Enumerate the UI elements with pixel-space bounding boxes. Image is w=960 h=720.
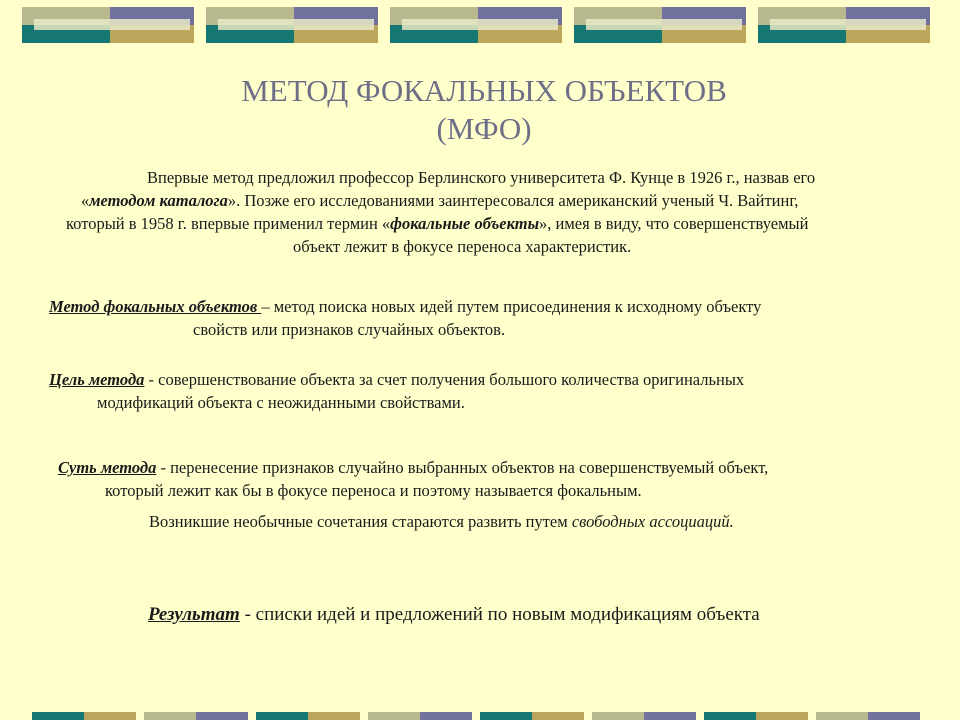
result-line: Результат - списки идей и предложений по новым модификациям объекта — [148, 604, 760, 625]
decor-bottom-tile — [368, 712, 472, 720]
definition-line-2: свойств или признаков случайных объектов. — [193, 320, 506, 339]
page-title: МЕТОД ФОКАЛЬНЫХ ОБЪЕКТОВ — [241, 73, 727, 108]
essence-line-1: Суть метода - перенесение признаков случайно выбранных объектов на совершенствуемый объект, — [58, 458, 769, 477]
intro-line-2: «методом каталога». Позже его исследованиями заинтересовался американский ученый Ч. Вайтинг, — [81, 191, 799, 210]
essence-term: Суть метода — [58, 458, 157, 477]
decor-bottom-tile — [592, 712, 696, 720]
term-catalog-method: методом каталога — [89, 191, 228, 210]
result-term: Результат — [148, 604, 240, 625]
decor-bottom-tile — [704, 712, 808, 720]
decor-bottom-tile — [480, 712, 584, 720]
decor-bottom-tile — [816, 712, 920, 720]
decor-tile — [758, 7, 930, 43]
term-free-associations: свободных ассоциаций. — [571, 512, 734, 531]
page-subtitle: (МФО) — [436, 111, 532, 146]
term-focal-objects: фокальные объекты — [390, 214, 540, 233]
definition-term: Метод фокальных объектов — [49, 297, 262, 316]
goal-term: Цель метода — [49, 370, 145, 389]
goal-line-2: модификаций объекта с неожиданными свойствами. — [97, 393, 465, 412]
decor-tile — [206, 7, 378, 43]
essence-line-2: который лежит как бы в фокусе переноса и поэтому называется фокальным. — [105, 481, 642, 500]
decor-bottom-tile — [144, 712, 248, 720]
decor-bottom-tile — [256, 712, 360, 720]
intro-line-4: объект лежит в фокусе переноса характеристик. — [293, 237, 632, 256]
decor-tile — [390, 7, 562, 43]
definition-line-1: Метод фокальных объектов – метод поиска новых идей путем присоединения к исходному объекту — [49, 297, 762, 316]
goal-line-1: Цель метода - совершенствование объекта за счет получения большого количества оригинальных — [49, 370, 745, 389]
decor-tile — [574, 7, 746, 43]
decor-bottom-tile — [32, 712, 136, 720]
intro-line-3: который в 1958 г. впервые применил термин «фокальные объекты», имея в виду, что совершенствуемый — [66, 214, 809, 233]
decor-tile — [22, 7, 194, 43]
essence-line-3: Возникшие необычные сочетания стараются развить путем свободных ассоциаций. — [149, 512, 734, 531]
intro-line-1: Впервые метод предложил профессор Берлинского университета Ф. Кунце в 1926 г., назвав его — [147, 168, 816, 187]
